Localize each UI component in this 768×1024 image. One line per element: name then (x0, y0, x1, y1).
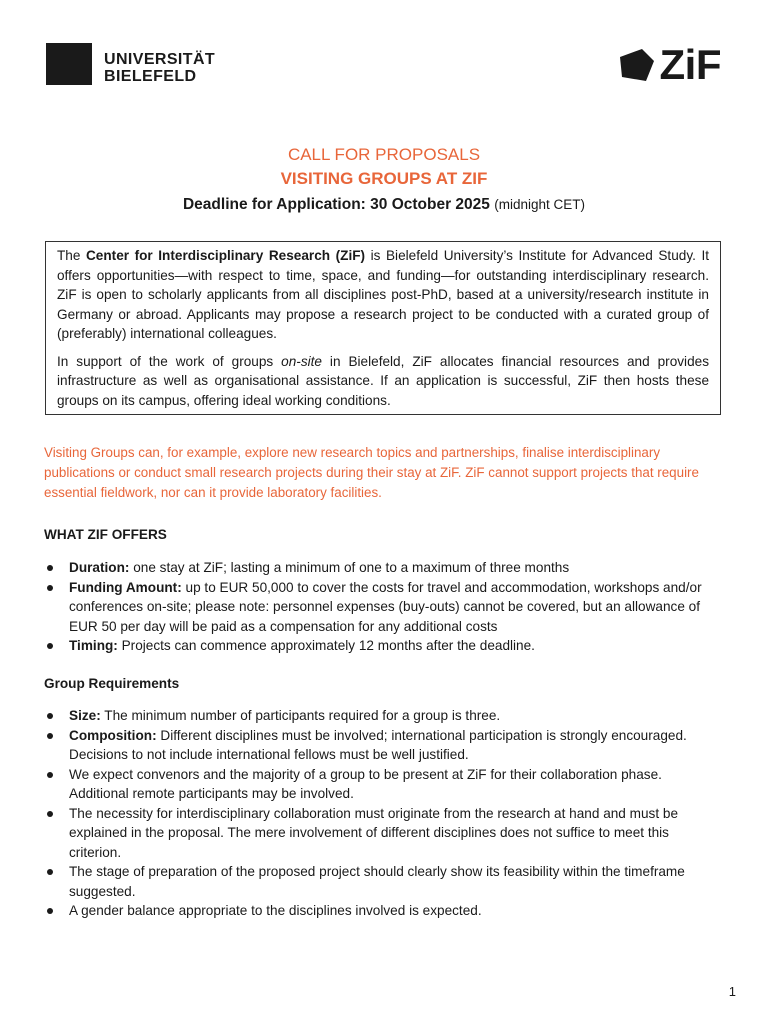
intro-p1-bold: Center for Interdisciplinary Research (ZiF) (85, 248, 366, 263)
call-for-proposals-title: CALL FOR PROPOSALS (287, 145, 481, 164)
intro-p2-pre: In support of the work of groups (57, 353, 282, 369)
zif-pentagon-icon (616, 47, 656, 83)
highlight-text: Visiting Groups can, for example, explore new research topics and partnerships, finalise interdisciplinary publications or conduct small research projects during their stay at ZiF. ZiF cannot support projects that require essential fieldwork, nor can it provide laboratory facilities. (44, 445, 699, 500)
intro-p1-post: is Bielefeld University’s Institute for Advanced Study. It offers opportunities—with respect to time, space, and funding—for outstanding interdisciplinary research. ZiF is open to scholarly applicants from all disciplines post-PhD, based at a university/research institute in Germany or abroad. Applicants may propose a research project to be conducted with a curated group of (preferably) international colleagues. (57, 248, 709, 341)
list-item-text: The minimum number of participants required for a group is three. (100, 708, 501, 723)
list-item-label: Duration: (69, 560, 130, 575)
bullet-dot (47, 733, 53, 739)
list-item-text: The necessity for interdisciplinary collaboration must originate from the research at hand and must be explained in the proposal. The mere involvement of different disciplines does not suffice to meet this criterion. (69, 805, 679, 860)
list-item-text: up to EUR 50,000 to cover the costs for travel and accommodation, workshops and/or conferences on-site; please note: personnel expenses (buy-outs) cannot be covered, but an allowance of EUR 50 per day will be paid as a compensation for any additional costs (69, 579, 702, 634)
requirements-list (44, 706, 724, 921)
intro-p2-post: in Bielefeld, ZiF allocates financial resources and provides infrastructure as well as organisational assistance. If an application is successful, ZiF then hosts these groups on its campus, offering ideal working conditions. (57, 353, 709, 408)
list-item-label: Funding Amount: (69, 579, 182, 595)
list-item (44, 726, 724, 765)
list-item-text: one stay at ZiF; lasting a minimum of one to a maximum of three months (129, 560, 570, 575)
intro-paragraph-1 (57, 246, 709, 344)
list-item-label: Size: (69, 708, 101, 723)
deadline-note: (midnight CET) (494, 197, 585, 212)
zif-logo-text: ZiF (659, 41, 721, 88)
university-logo (46, 43, 215, 85)
list-item-text: A gender balance appropriate to the disciplines involved is expected. (69, 903, 482, 918)
list-item-text: The stage of preparation of the proposed project should clearly show its feasibility within the timeframe suggested. (69, 864, 685, 899)
intro-box (45, 241, 721, 415)
deadline-line (0, 193, 768, 217)
university-logo-mark (46, 43, 92, 85)
offers-heading: WHAT ZIF OFFERS (44, 527, 167, 542)
bullet-dot (47, 811, 53, 817)
bullet-dot (47, 869, 53, 875)
list-item (44, 901, 724, 921)
list-item (44, 804, 724, 863)
university-name-line2: BIELEFELD (104, 68, 197, 85)
visiting-groups-title: VISITING GROUPS AT ZIF (280, 169, 488, 188)
page-number: 1 (728, 984, 736, 999)
list-item-text: Projects can commence approximately 12 months after the deadline. (117, 638, 535, 653)
intro-paragraph-2 (57, 352, 709, 411)
intro-p2-italic: on-site (281, 353, 322, 369)
bullet-dot (47, 772, 53, 778)
highlight-paragraph (44, 443, 704, 503)
list-item (44, 706, 724, 726)
list-item (44, 636, 724, 656)
list-item (44, 862, 724, 901)
list-item-text: We expect convenors and the majority of a group to be present at ZiF for their collaboration phase. Additional remote participants may be involved. (69, 766, 662, 801)
list-item (44, 558, 724, 578)
zif-logo (616, 41, 721, 88)
list-item-label: Composition: (69, 727, 157, 743)
university-name-line1: UNIVERSITÄT (104, 51, 216, 68)
deadline-label: Deadline for Application: 30 October 2025 (182, 196, 490, 213)
list-item-text: Different disciplines must be involved; international participation is strongly encouraged. Decisions to not include international fellows must be well justified. (69, 727, 687, 762)
requirements-heading: Group Requirements (44, 676, 180, 691)
bullet-dot (47, 643, 53, 649)
bullet-dot (47, 908, 53, 914)
list-item-label: Timing: (69, 638, 118, 653)
bullet-dot (47, 565, 53, 571)
list-item (44, 765, 724, 804)
university-name (104, 51, 215, 85)
bullet-dot (47, 713, 53, 719)
title-block (0, 144, 768, 217)
bullet-dot (47, 585, 53, 591)
intro-p1-pre: The (57, 248, 86, 263)
offers-list (44, 558, 724, 656)
list-item (44, 578, 724, 637)
